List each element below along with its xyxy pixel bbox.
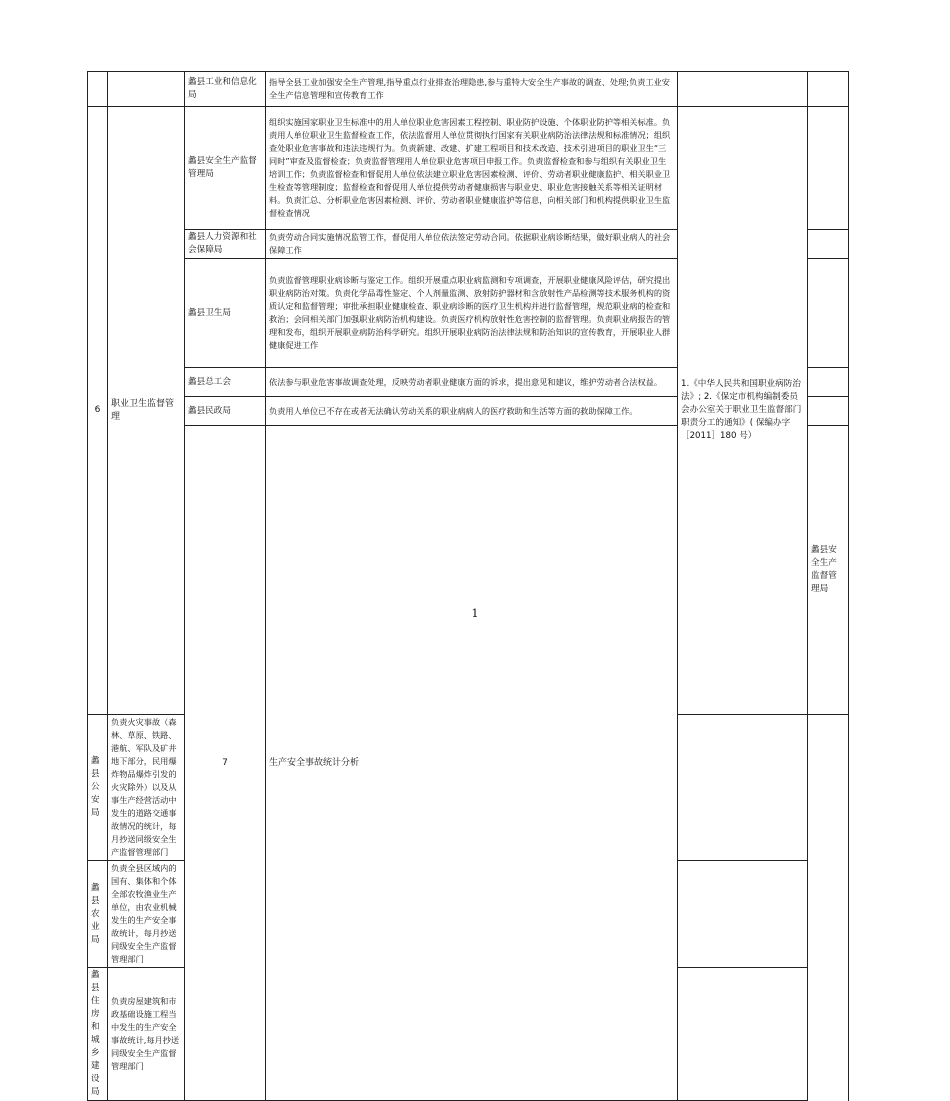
- dept-cell: 蠡县工业和信息化局: [185, 72, 266, 107]
- remark-cell: [678, 861, 808, 968]
- seq-cell: 7: [185, 426, 266, 1101]
- dept-cell: 蠡县农业局: [88, 861, 108, 968]
- responsibility-table: [87, 71, 849, 1101]
- remark-cell: [808, 72, 849, 107]
- item-cell: 生产安全事故统计分析: [266, 426, 678, 1101]
- duty-cell: 负责劳动合同实施情况监管工作，督促用人单位依法签定劳动合同。依据职业病诊断结果，做好职业病人的社会保障工作: [266, 230, 678, 259]
- remark-cell: [678, 968, 808, 1101]
- dept-cell: 蠡县人力资源和社会保障局: [185, 230, 266, 259]
- duty-cell: 负责用人单位已不存在或者无法确认劳动关系的职业病病人的医疗救助和生活等方面的救助保障工作。: [266, 397, 678, 426]
- dept-cell: 蠡县卫生局: [185, 259, 266, 368]
- duty-cell: 负责房屋建筑和市政基础设施工程当中发生的生产安全事故统计,每月抄送同级安全生产监督管理部门: [108, 968, 185, 1101]
- remark-cell: [808, 230, 849, 259]
- basis-cell: [678, 72, 808, 107]
- dept-cell: 蠡县公安局: [88, 715, 108, 861]
- dept-cell: 蠡县民政局: [185, 397, 266, 426]
- remark-cell: [808, 107, 849, 230]
- duty-cell: 依法参与职业危害事故调查处理，反映劳动者职业健康方面的诉求，提出意见和建议，维护劳动者合法权益。: [266, 368, 678, 397]
- duty-cell: 负责全县区域内的国有、集体和个体全部农牧渔业生产单位，由农业机械发生的生产安全事故统计，每月抄送同级安全生产监督管理部门: [108, 861, 185, 968]
- page-number: 1: [471, 607, 479, 620]
- basis-cell: 1.《中华人民共和国职业病防治法》; 2.《保定市机构编制委员会办公室关于职业卫生监督部门职责分工的通知》( 保编办字［2011］180 号）: [678, 107, 808, 715]
- table-row: [88, 72, 849, 107]
- dept-cell: 蠡县安全生产监督管理局: [808, 426, 849, 715]
- dept-cell: 蠡县安全生产监督管理局: [185, 107, 266, 230]
- item-cell: 职业卫生监督管理: [108, 107, 185, 715]
- dept-cell: 蠡县总工会: [185, 368, 266, 397]
- seq-cell: 6: [88, 107, 108, 715]
- table-row: [88, 107, 849, 230]
- remark-cell: [808, 259, 849, 368]
- duty-cell: 负责监督管理职业病诊断与鉴定工作。组织开展重点职业病监测和专项调查，开展职业健康风险评估，研究提出职业病防治对策。负责化学品毒性鉴定、个人剂量监测、放射防护器材和含放射性产品检测等技术服务机构的资质认定和监督管理；审批承担职业健康检查、职业病诊断的医疗卫生机构并进行监督管理，规范职业病的检查和救治；会同相关部门加强职业病防治机构建设。负责医疗机构放射性危害控制的监督管理。负责职业病报告的管理和发布，组织开展职业病防治科学研究。组织开展职业病防治法律法规和防治知识的宣传教育，开展职业人群健康促进工作: [266, 259, 678, 368]
- remark-cell: [808, 397, 849, 426]
- duty-cell: 组织实施国家职业卫生标准中的用人单位职业危害因素工程控制、职业防护设施、个体职业防护等相关标准。负责用人单位职业卫生监督检查工作，依法监督用人单位贯彻执行国家有关职业病防治法律法规和标准情况；组织查处职业危害事故和违法违规行为。负责新建、改建、扩建工程项目和技术改造、技术引进项目的职业卫生“三同时”审查及监督检查；负责监督管理用人单位职业危害项目申报工作。负责监督检查和参与组织有关职业卫生培训工作；负责监督检查和督促用人单位依法建立职业危害因素检测、评价、劳动者职业健康监护、相关职业卫生检查等管理制度；监督检查和督促用人单位提供劳动者健康损害与职业史、职业危害接触关系等相关证明材料。负责汇总、分析职业危害因素检测、评价、劳动者职业健康监护等信息，向相关部门和机构提供职业卫生监督检查情况: [266, 107, 678, 230]
- remark-cell: [678, 715, 808, 861]
- duty-cell: 负责火灾事故（森林、草原、铁路、港航、军队及矿井地下部分，民用爆炸物品爆炸引发的火灾除外）以及从事生产经营活动中发生的道路交通事故情况的统计，每月抄送同级安全生产监督管理部门: [108, 715, 185, 861]
- dept-cell: 蠡县住房和城乡建设局: [88, 968, 108, 1101]
- item-cell: [108, 72, 185, 107]
- remark-cell: [808, 368, 849, 397]
- seq-cell: [88, 72, 108, 107]
- duty-cell: 指导全县工业加强安全生产管理,指导重点行业排查治理隐患,参与重特大安全生产事故的调查、处理;负责工业安全生产信息管理和宣传教育工作: [266, 72, 678, 107]
